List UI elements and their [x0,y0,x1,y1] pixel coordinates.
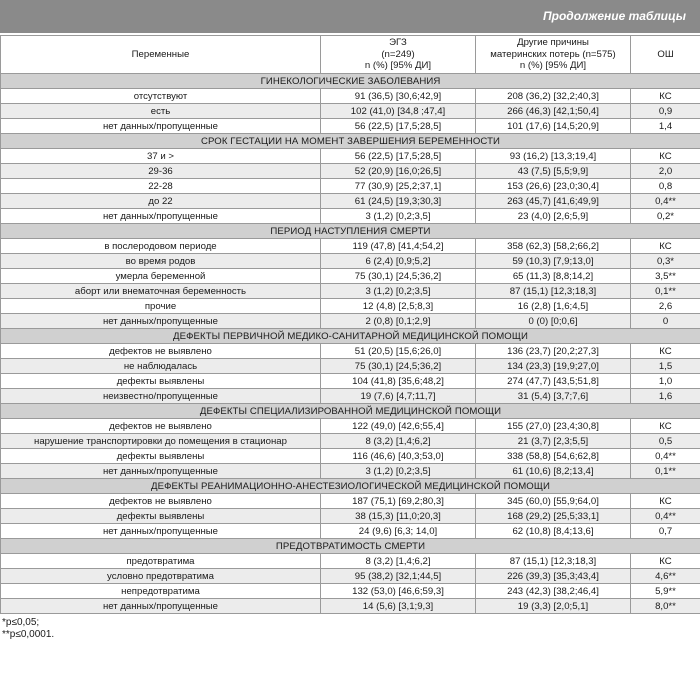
variable-cell: неизвестно/пропущенные [1,389,321,404]
other-cell: 62 (10,8) [8,4;13,6] [476,524,631,539]
header-other-line1: Другие причины [517,37,589,49]
other-cell: 226 (39,3) [35,3;43,4] [476,569,631,584]
table-row [1,179,700,194]
or-cell: 8,0** [631,599,700,614]
egz-cell: 104 (41,8) [35,6;48,2] [321,374,476,389]
variable-cell: до 22 [1,194,321,209]
other-cell: 358 (62,3) [58,2;66,2] [476,239,631,254]
variable-cell: дефектов не выявлено [1,344,321,359]
table-row [1,254,700,269]
egz-cell: 24 (9,6) [6,3; 14,0] [321,524,476,539]
table-row [1,524,700,539]
section-header-row [1,404,700,419]
egz-cell: 3 (1,2) [0,2;3,5] [321,209,476,224]
banner-title: Продолжение таблицы [542,9,686,23]
egz-cell: 6 (2,4) [0,9;5,2] [321,254,476,269]
egz-cell: 75 (30,1) [24,5;36,2] [321,359,476,374]
table-row [1,314,700,329]
table-row [1,599,700,614]
table-row [1,434,700,449]
egz-cell: 132 (53,0) [46,6;59,3] [321,584,476,599]
variable-cell: 37 и > [1,149,321,164]
variable-cell: нет данных/пропущенные [1,119,321,134]
variable-cell: отсутствуют [1,89,321,104]
table-row [1,284,700,299]
other-cell: 31 (5,4) [3,7;7,6] [476,389,631,404]
egz-cell: 187 (75,1) [69,2;80,3] [321,494,476,509]
variable-cell: 22-28 [1,179,321,194]
or-cell: 0,1** [631,284,700,299]
header-other [476,36,631,74]
or-cell: 0,9 [631,104,700,119]
other-cell: 345 (60,0) [55,9;64,0] [476,494,631,509]
or-cell: 0,2* [631,209,700,224]
or-cell: 1,0 [631,374,700,389]
other-cell: 43 (7,5) [5,5;9,9] [476,164,631,179]
table-row [1,149,700,164]
section-title: ГИНЕКОЛОГИЧЕСКИЕ ЗАБОЛЕВАНИЯ [1,74,700,89]
or-cell: 0,4** [631,509,700,524]
variable-cell: 29-36 [1,164,321,179]
other-cell: 16 (2,8) [1,6;4,5] [476,299,631,314]
or-cell: 3,5** [631,269,700,284]
table-wrapper [0,33,700,641]
or-cell: 0,5 [631,434,700,449]
egz-cell: 56 (22,5) [17,5;28,5] [321,149,476,164]
or-cell: КС [631,239,700,254]
egz-cell: 122 (49,0) [42,6;55,4] [321,419,476,434]
or-cell: 2,6 [631,299,700,314]
header-or [631,36,700,74]
table-row [1,464,700,479]
or-cell: 1,5 [631,359,700,374]
or-cell: 1,4 [631,119,700,134]
table-row [1,449,700,464]
egz-cell: 116 (46,6) [40,3;53,0] [321,449,476,464]
variable-cell: аборт или внематочная беременность [1,284,321,299]
variable-cell: в послеродовом периоде [1,239,321,254]
table-row [1,164,700,179]
table-row [1,359,700,374]
other-cell: 274 (47,7) [43,5;51,8] [476,374,631,389]
table-row [1,419,700,434]
variable-cell: есть [1,104,321,119]
section-header-row [1,134,700,149]
egz-cell: 3 (1,2) [0,2;3,5] [321,284,476,299]
other-cell: 338 (58,8) [54,6;62,8] [476,449,631,464]
variable-cell: непредотвратима [1,584,321,599]
other-cell: 93 (16,2) [13,3;19,4] [476,149,631,164]
table-row [1,194,700,209]
section-title: ПЕРИОД НАСТУПЛЕНИЯ СМЕРТИ [1,224,700,239]
egz-cell: 51 (20,5) [15,6;26,0] [321,344,476,359]
other-cell: 19 (3,3) [2,0;5,1] [476,599,631,614]
variable-cell: предотвратима [1,554,321,569]
variable-cell: нарушение транспортировки до помещения в стационар [1,434,321,449]
table-row [1,104,700,119]
section-header-row [1,539,700,554]
results-table [0,35,700,614]
other-cell: 21 (3,7) [2,3;5,5] [476,434,631,449]
other-cell: 266 (46,3) [42,1;50,4] [476,104,631,119]
or-cell: 0 [631,314,700,329]
variable-cell: дефекты выявлены [1,509,321,524]
or-cell: 0,1** [631,464,700,479]
continuation-banner [0,0,700,33]
other-cell: 134 (23,3) [19,9;27,0] [476,359,631,374]
variable-cell: нет данных/пропущенные [1,524,321,539]
footnote-1: *p≤0,05; [2,617,40,628]
or-cell: КС [631,554,700,569]
table-row [1,299,700,314]
other-cell: 153 (26,6) [23,0;30,4] [476,179,631,194]
egz-cell: 102 (41,0) [34,8 ;47,4] [321,104,476,119]
table-header-row [1,36,700,74]
egz-cell: 52 (20,9) [16,0;26,5] [321,164,476,179]
variable-cell: во время родов [1,254,321,269]
other-cell: 87 (15,1) [12,3;18,3] [476,284,631,299]
egz-cell: 119 (47,8) [41,4;54,2] [321,239,476,254]
or-cell: 1,6 [631,389,700,404]
footnotes [0,617,700,641]
table-row [1,119,700,134]
table-row [1,374,700,389]
other-cell: 23 (4,0) [2,6;5,9] [476,209,631,224]
variable-cell: дефектов не выявлено [1,419,321,434]
other-cell: 0 (0) [0;0,6] [476,314,631,329]
or-cell: 0,8 [631,179,700,194]
egz-cell: 38 (15,3) [11,0;20,3] [321,509,476,524]
section-title: ДЕФЕКТЫ СПЕЦИАЛИЗИРОВАННОЙ МЕДИЦИНСКОЙ ПОМОЩИ [1,404,700,419]
egz-cell: 91 (36,5) [30,6;42,9] [321,89,476,104]
egz-cell: 77 (30,9) [25,2;37,1] [321,179,476,194]
section-title: ДЕФЕКТЫ РЕАНИМАЦИОННО-АНЕСТЕЗИОЛОГИЧЕСКОЙ МЕДИЦИНСКОЙ ПОМОЩИ [1,479,700,494]
other-cell: 208 (36,2) [32,2;40,3] [476,89,631,104]
egz-cell: 8 (3,2) [1,4;6,2] [321,554,476,569]
other-cell: 61 (10,6) [8,2;13,4] [476,464,631,479]
header-other-line2: материнских потерь (n=575) [490,48,616,60]
or-cell: 0,4** [631,449,700,464]
or-cell: 0,3* [631,254,700,269]
or-cell: КС [631,344,700,359]
egz-cell: 56 (22,5) [17,5;28,5] [321,119,476,134]
variable-cell: дефекты выявлены [1,449,321,464]
header-or-label: ОШ [657,48,674,60]
other-cell: 136 (23,7) [20,2;27,3] [476,344,631,359]
header-other-line3: n (%) [95% ДИ] [519,60,587,72]
or-cell: 4,6** [631,569,700,584]
header-egz-line3: n (%) [95% ДИ] [364,60,432,72]
section-header-row [1,74,700,89]
table-row [1,269,700,284]
section-title: ПРЕДОТВРАТИМОСТЬ СМЕРТИ [1,539,700,554]
or-cell: КС [631,149,700,164]
table-row [1,239,700,254]
variable-cell: нет данных/пропущенные [1,209,321,224]
header-variable-label: Переменные [131,48,190,60]
egz-cell: 8 (3,2) [1,4;6,2] [321,434,476,449]
or-cell: 2,0 [631,164,700,179]
other-cell: 155 (27,0) [23,4;30,8] [476,419,631,434]
other-cell: 168 (29,2) [25,5;33,1] [476,509,631,524]
other-cell: 101 (17,6) [14,5;20,9] [476,119,631,134]
footnote-2: **p≤0,0001. [2,629,55,640]
egz-cell: 75 (30,1) [24,5;36,2] [321,269,476,284]
variable-cell: нет данных/пропущенные [1,314,321,329]
table-row [1,344,700,359]
egz-cell: 95 (38,2) [32,1;44,5] [321,569,476,584]
variable-cell: нет данных/пропущенные [1,464,321,479]
header-egz-line2: (n=249) [381,48,415,60]
table-row [1,509,700,524]
variable-cell: прочие [1,299,321,314]
variable-cell: нет данных/пропущенные [1,599,321,614]
table-row [1,584,700,599]
or-cell: КС [631,494,700,509]
header-egz [321,36,476,74]
table-row [1,569,700,584]
section-header-row [1,224,700,239]
variable-cell: дефекты выявлены [1,374,321,389]
section-header-row [1,329,700,344]
variable-cell: не наблюдалась [1,359,321,374]
or-cell: 0,7 [631,524,700,539]
table-body [1,74,700,614]
egz-cell: 14 (5,6) [3,1;9,3] [321,599,476,614]
or-cell: КС [631,419,700,434]
table-row [1,209,700,224]
egz-cell: 61 (24,5) [19,3;30,3] [321,194,476,209]
variable-cell: дефектов не выявлено [1,494,321,509]
section-title: СРОК ГЕСТАЦИИ НА МОМЕНТ ЗАВЕРШЕНИЯ БЕРЕМЕННОСТИ [1,134,700,149]
or-cell: 0,4** [631,194,700,209]
header-variable [1,36,321,74]
or-cell: КС [631,89,700,104]
other-cell: 59 (10,3) [7,9;13,0] [476,254,631,269]
or-cell: 5,9** [631,584,700,599]
egz-cell: 2 (0,8) [0,1;2,9] [321,314,476,329]
egz-cell: 12 (4,8) [2,5;8,3] [321,299,476,314]
other-cell: 65 (11,3) [8,8;14,2] [476,269,631,284]
section-header-row [1,479,700,494]
variable-cell: условно предотвратима [1,569,321,584]
header-egz-line1: ЭГЗ [389,37,407,49]
egz-cell: 3 (1,2) [0,2;3,5] [321,464,476,479]
table-row [1,554,700,569]
egz-cell: 19 (7,6) [4,7;11,7] [321,389,476,404]
table-row [1,89,700,104]
section-title: ДЕФЕКТЫ ПЕРВИЧНОЙ МЕДИКО-САНИТАРНОЙ МЕДИЦИНСКОЙ ПОМОЩИ [1,329,700,344]
table-row [1,494,700,509]
table-row [1,389,700,404]
other-cell: 87 (15,1) [12,3;18,3] [476,554,631,569]
other-cell: 263 (45,7) [41,6;49,9] [476,194,631,209]
other-cell: 243 (42,3) [38,2;46,4] [476,584,631,599]
variable-cell: умерла беременной [1,269,321,284]
